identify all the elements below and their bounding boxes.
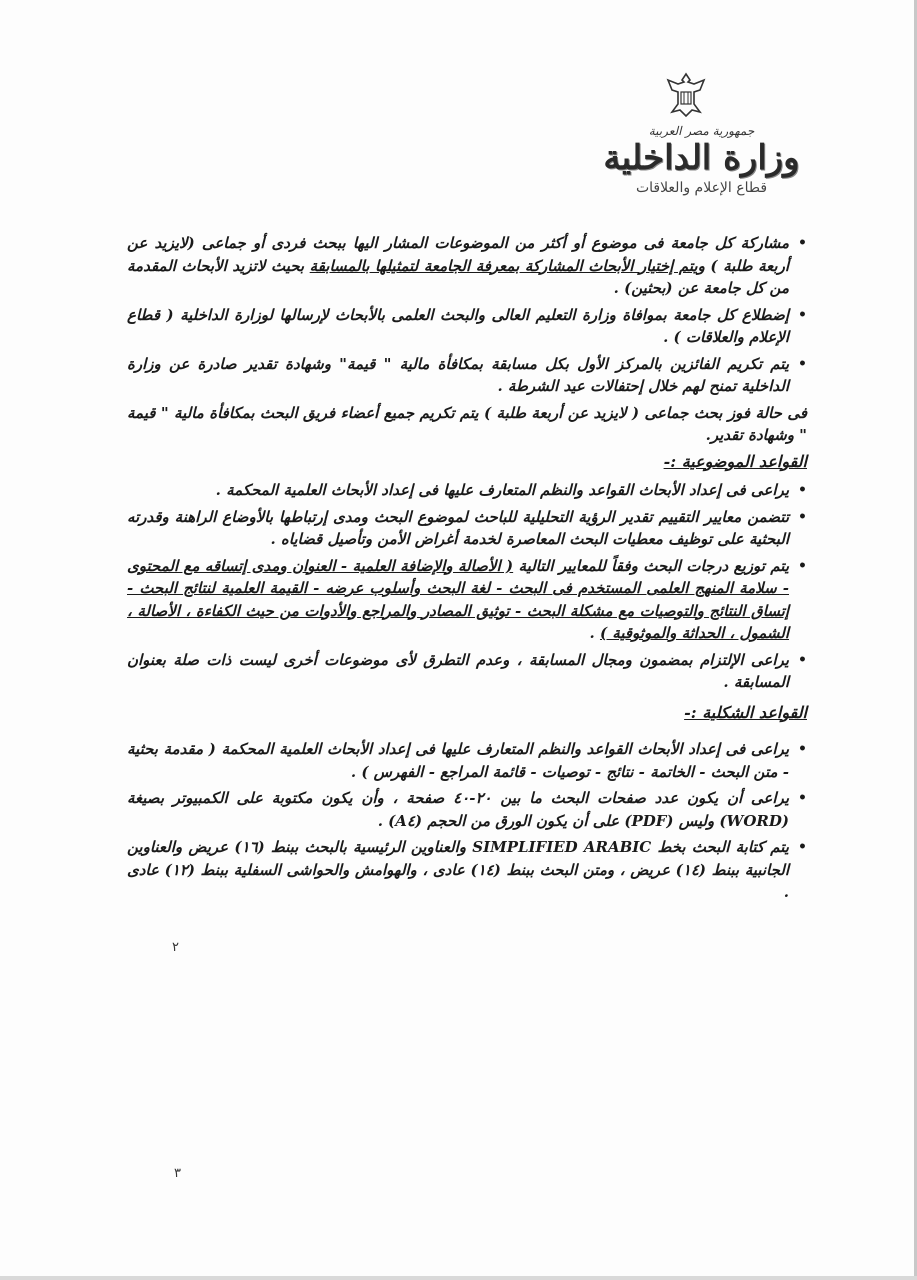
bullet-icon: • bbox=[798, 557, 807, 574]
list-item: • تتضمن معايير التقييم تقدير الرؤية التحليلية للباحث لموضوع البحث ومدى إرتباطها بالأوضاع الراهنة وقدرته البحثية على توظيف معطيات البحث المعاصرة لخدمة أغراض الأمن وتأصيل قضاياه . bbox=[127, 507, 807, 548]
formal-rules-heading: القواعد الشكلية :- bbox=[684, 702, 807, 722]
eagle-emblem-icon bbox=[664, 70, 708, 120]
list-item: • يتم كتابة البحث بخط SIMPLIFIED ARABIC والعناوين الرئيسية بالبحث ببنط (١٦) عريض والعناوين الجانبية ببنط (١٤) عريض ، ومتن البحث ببنط (١٤) عادى ، والهوامش والحواشى السفلية ببنط (١٢) عادى . bbox=[127, 838, 807, 901]
letterhead-ministry: وزارة الداخلية bbox=[603, 138, 800, 178]
list-item: • يتم تكريم الفائزين بالمركز الأول بكل مسابقة بمكافأة مالية " قيمة" وشهادة تقدير صادرة عن وزارة الداخلية تمنح لهم خلال إحتفالات عيد الشرطة . bbox=[127, 354, 807, 395]
page-number: ٢ bbox=[172, 940, 179, 955]
bullet-icon: • bbox=[798, 482, 807, 498]
intro-list bbox=[127, 232, 807, 398]
letterhead-sector: قطاع الإعلام والعلاقات bbox=[635, 180, 768, 196]
letterhead-country: جمهورية مصر العربية bbox=[648, 124, 755, 138]
list-item: • إضطلاع كل جامعة بموافاة وزارة التعليم العالى والبحث العلمى بالأبحاث لإرسالها لوزارة الداخلية ( قطاع الإعلام والعلاقات ) . bbox=[127, 305, 807, 346]
bullet-icon: • bbox=[798, 235, 807, 251]
bullet-icon: • bbox=[798, 839, 807, 855]
list-item: • مشاركة كل جامعة فى موضوع أو أكثر من الموضوعات المشار اليها ببحث فردى أو جماعى (لايزيد عن أربعة طلبة ) ويتم إختيار الأبحاث المشاركة بمعرفة الجامعة لتمثيلها بالمسابقة بحيث لاتزيد الأبحاث المقدمة من كل جامعة عن (بحثين) . bbox=[127, 234, 807, 297]
intro-paragraph: فى حالة فوز بحث جماعى ( لايزيد عن أربعة طلبة ) يتم تكريم جميع أعضاء فريق البحث بمكافأة مالية " قيمة " وشهادة تقدير. bbox=[127, 403, 807, 444]
bullet-icon: • bbox=[798, 508, 807, 525]
letterhead bbox=[594, 70, 809, 230]
list-item: • يراعى فى إعداد الأبحاث القواعد والنظم المتعارف عليها فى إعداد الأبحاث العلمية المحكمة ( مقدمة بحثية - متن البحث - الخاتمة - نتائج - توصيات - قائمة المراجع - الفهرس ) . bbox=[127, 740, 807, 781]
bullet-icon: • bbox=[798, 306, 807, 323]
list-item: • يراعى فى إعداد الأبحاث القواعد والنظم المتعارف عليها فى إعداد الأبحاث العلمية المحكمة . bbox=[127, 479, 807, 502]
bullet-icon: • bbox=[798, 355, 807, 372]
formal-rules-list bbox=[127, 738, 807, 904]
bullet-icon: • bbox=[798, 790, 807, 806]
document-body bbox=[127, 232, 807, 908]
bullet-icon: • bbox=[798, 741, 807, 757]
list-item: • يراعى الإلتزام بمضمون ومجال المسابقة ، وعدم التطرق لأى موضوعات أخرى ليست ذات صلة بعنوان المسابقة . bbox=[127, 650, 807, 691]
objective-rules-list bbox=[127, 479, 807, 694]
list-item: • يتم توزيع درجات البحث وفقاً للمعايير التالية ( الأصالة والإضافة العلمية - العنوان ومدى إتساقه مع المحتوى - سلامة المنهج العلمى المستخدم فى البحث - لغة البحث وأسلوب عرضه - القيمة العلمية لنتائج البحث - إتساق النتائج والتوصيات مع مشكلة البحث - توثيق المصادر والمراجع والأدوات من حيث الكفاءة ، الأصالة ، الشمول ، الحداثة والموثوقية ) . bbox=[127, 556, 807, 642]
list-item: • يراعى أن يكون عدد صفحات البحث ما بين ٢٠-٤٠ صفحة ، وأن يكون مكتوبة على الكمبيوتر بصيغة (WORD) وليس (PDF) على أن يكون الورق من الحجم (A٤) . bbox=[127, 789, 807, 830]
objective-rules-heading: القواعد الموضوعية :- bbox=[663, 451, 807, 471]
bullet-icon: • bbox=[798, 651, 807, 668]
page-number: ٣ bbox=[174, 1166, 181, 1181]
